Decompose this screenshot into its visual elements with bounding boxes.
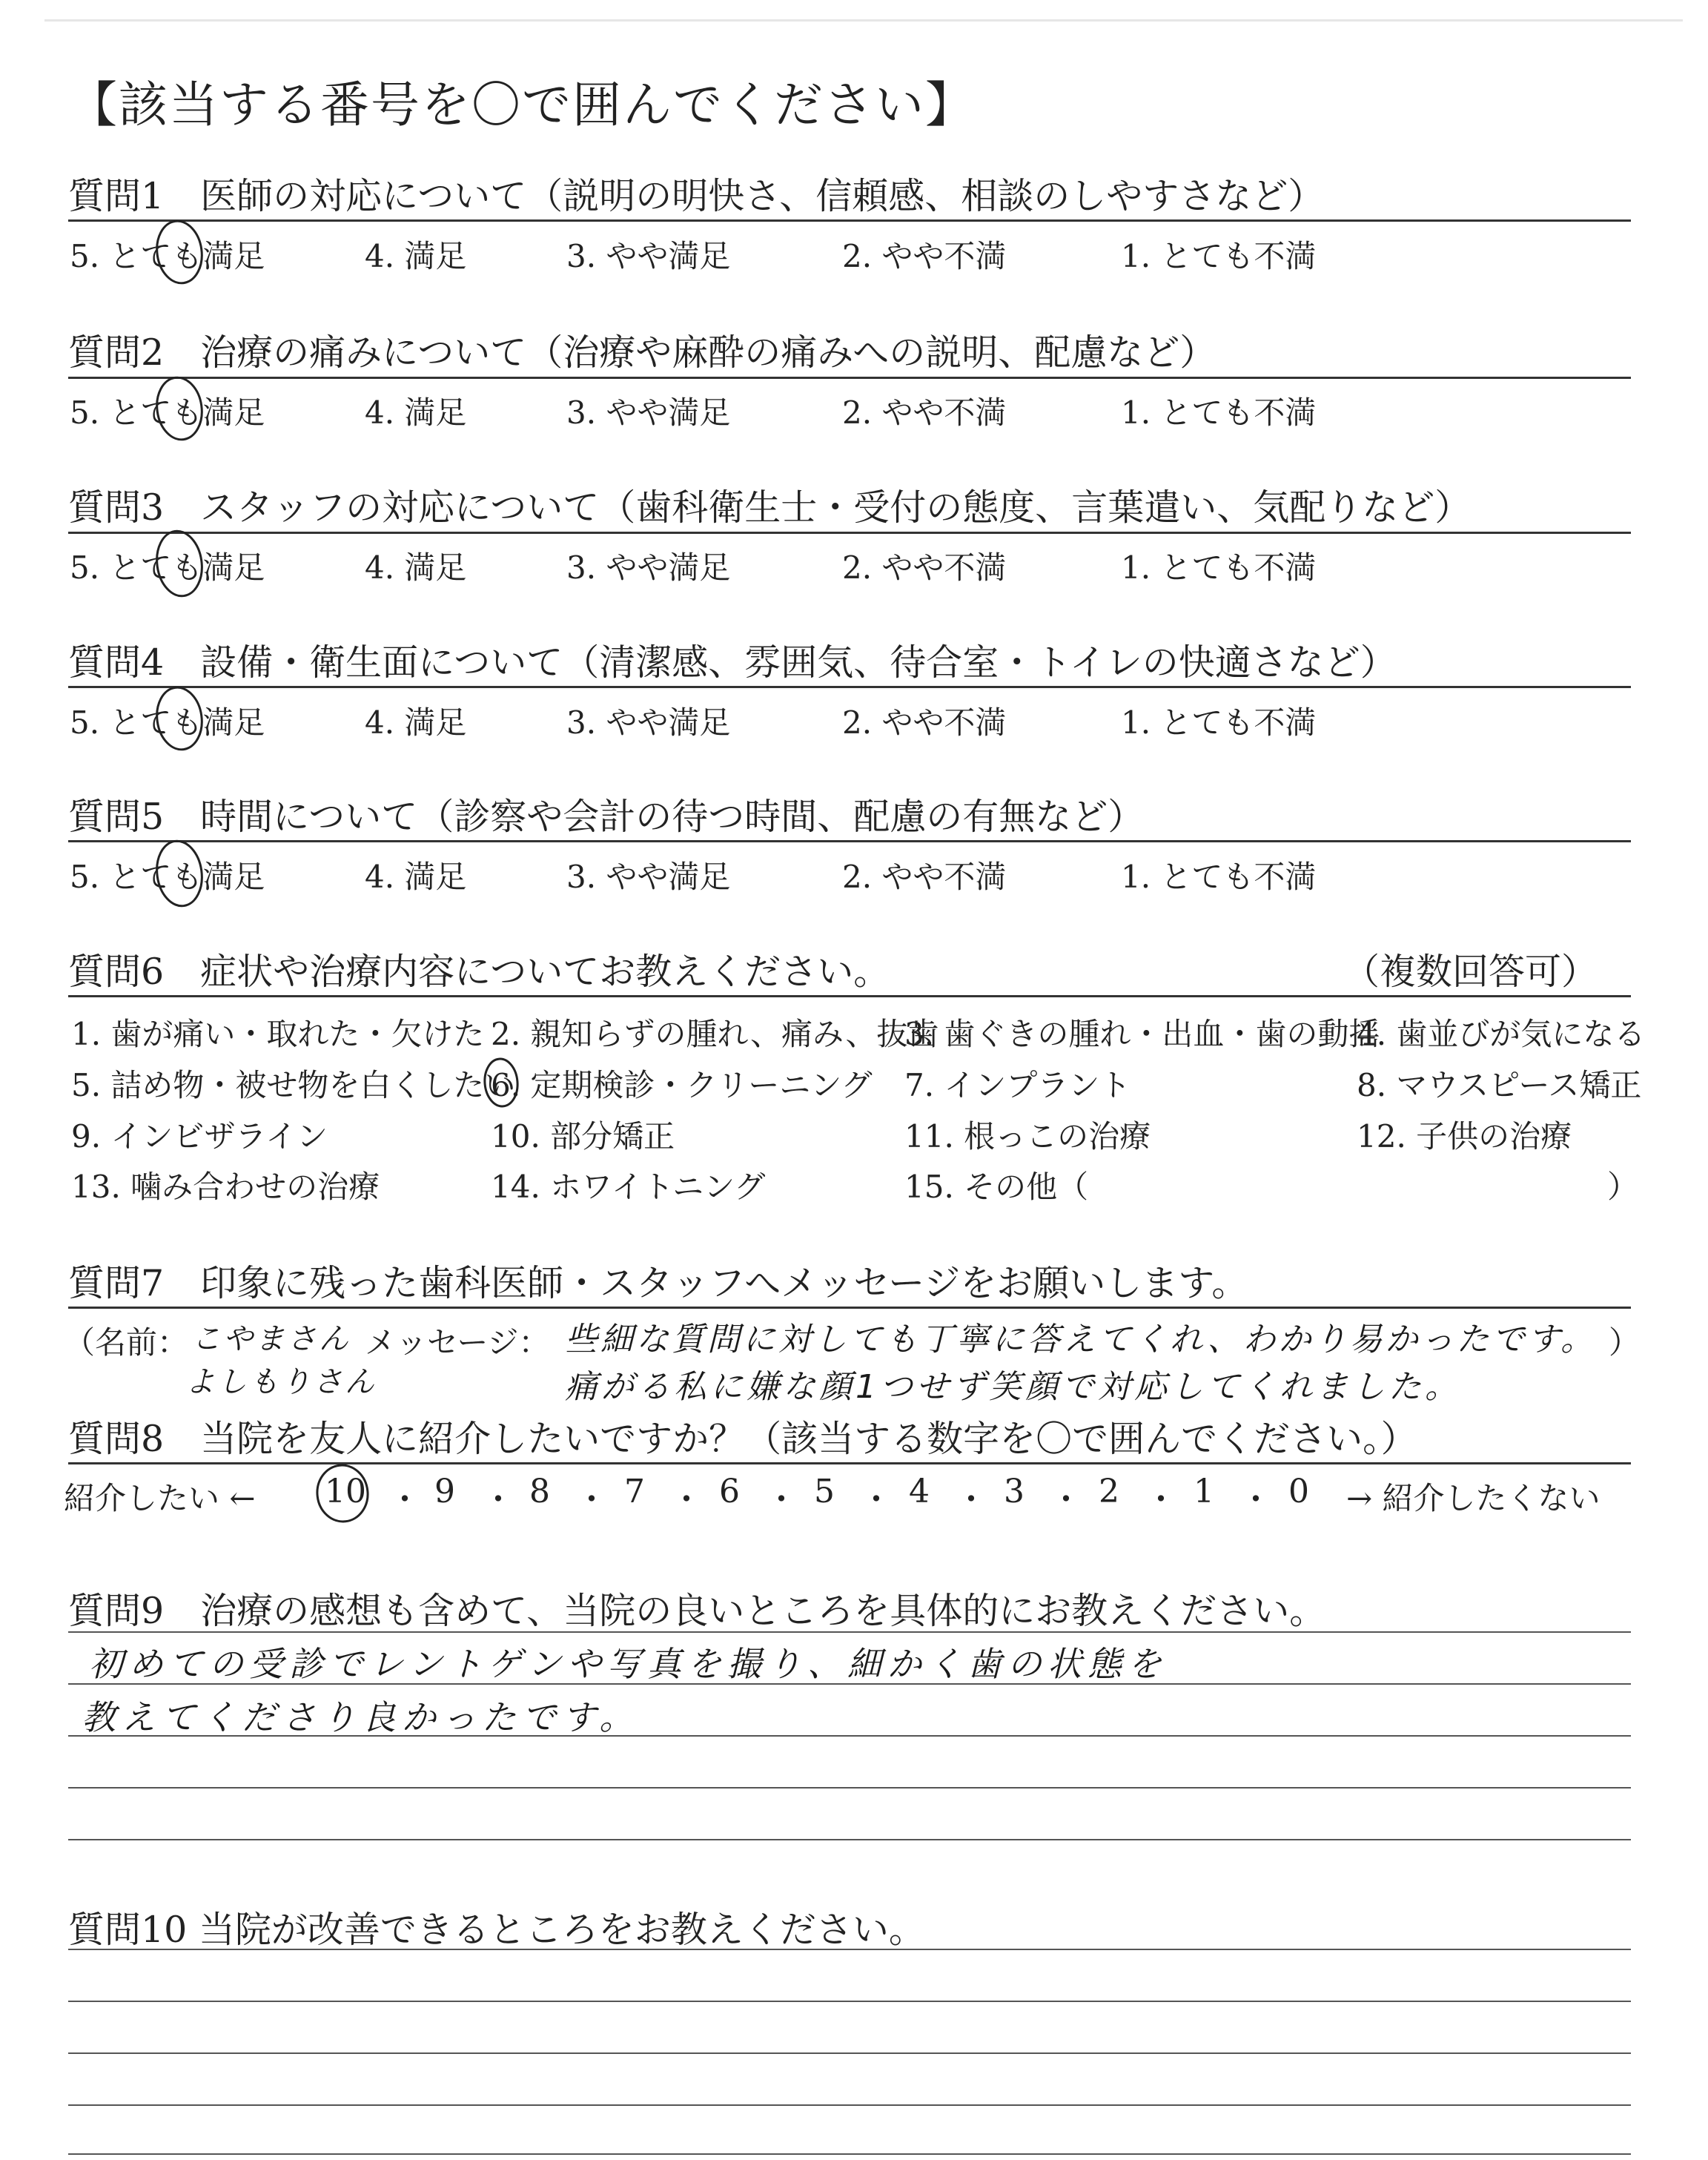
q8-right-label: → 紹介したくない: [1346, 1480, 1601, 1516]
q6-option-7[interactable]: 7. インプラント: [904, 1067, 1131, 1103]
q5-selected-circle: [153, 838, 206, 908]
q8-score-2[interactable]: 2: [1099, 1473, 1119, 1510]
q5-option-2[interactable]: 2. やや不満: [842, 859, 1007, 895]
q8-score-9[interactable]: 9: [434, 1473, 455, 1510]
q8-separator: ・: [1145, 1481, 1177, 1519]
q6-option-14[interactable]: 14. ホワイトニング: [491, 1169, 766, 1205]
q3-option-1[interactable]: 1. とても不満: [1121, 549, 1317, 586]
question-6-title: 質問6 症状や治療内容についてお教えください。: [68, 951, 890, 993]
q6-other-close-paren: ）: [1607, 1169, 1639, 1205]
q8-separator: ・: [765, 1481, 798, 1519]
question-8-title: 質問8 当院を友人に紹介したいですか？（該当する数字を〇で囲んでください。）: [68, 1418, 1417, 1460]
q8-score-3[interactable]: 3: [1004, 1473, 1025, 1510]
q1-option-5[interactable]: 5. とても満足: [70, 238, 265, 274]
q4-option-4[interactable]: 4. 満足: [365, 704, 467, 741]
q4-option-3[interactable]: 3. やや満足: [566, 704, 731, 741]
q8-separator: ・: [955, 1481, 987, 1519]
q4-selected-circle: [153, 684, 205, 753]
q5-option-5[interactable]: 5. とても満足: [70, 859, 265, 895]
q6-option-12[interactable]: 12. 子供の治療: [1357, 1118, 1572, 1155]
q8-separator: ・: [482, 1481, 514, 1519]
q7-message-handwritten-2: 痛がる私に嫌な顔1つせず笑顔で対応してくれました。: [565, 1368, 1461, 1406]
q6-option-11[interactable]: 11. 根っこの治療: [904, 1118, 1151, 1155]
q8-score-6[interactable]: 6: [719, 1473, 740, 1510]
q1-option-3[interactable]: 3. やや満足: [566, 238, 731, 274]
question-3-title: 質問3 スタッフの対応について（歯科衛生士・受付の態度、言葉遣い、気配りなど）: [68, 486, 1472, 529]
q5-option-4[interactable]: 4. 満足: [365, 859, 467, 895]
q2-option-4[interactable]: 4. 満足: [365, 394, 467, 431]
q1-option-4[interactable]: 4. 満足: [365, 238, 467, 274]
q6-option-9[interactable]: 9. インビザライン: [71, 1118, 328, 1155]
q8-score-0[interactable]: 0: [1288, 1473, 1309, 1510]
question-1-title: 質問1 医師の対応について（説明の明快さ、信頼感、相談のしやすさなど）: [68, 175, 1325, 217]
q8-separator: ・: [1239, 1481, 1272, 1519]
q6-option-13[interactable]: 13. 噛み合わせの治療: [71, 1169, 380, 1205]
question-7-title: 質問7 印象に残った歯科医師・スタッフへメッセージをお願いします。: [68, 1262, 1248, 1304]
q2-option-2[interactable]: 2. やや不満: [842, 394, 1007, 431]
q4-option-2[interactable]: 2. やや不満: [842, 704, 1007, 741]
q6-option-2[interactable]: 2. 親知らずの腫れ、痛み、抜歯: [491, 1016, 939, 1052]
q3-selected-circle: [153, 528, 206, 598]
q8-separator: ・: [1050, 1481, 1082, 1519]
q9-handwritten-line-2: 教えてくださり良かったです。: [82, 1697, 640, 1737]
q6-option-15[interactable]: 15. その他（: [904, 1169, 1089, 1205]
q8-separator: ・: [670, 1481, 703, 1519]
q6-option-10[interactable]: 10. 部分矯正: [491, 1118, 675, 1155]
q4-option-5[interactable]: 5. とても満足: [70, 704, 265, 741]
q6-option-5[interactable]: 5. 詰め物・被せ物を白くしたい: [71, 1067, 516, 1103]
q8-separator: ・: [388, 1481, 421, 1519]
q2-option-1[interactable]: 1. とても不満: [1121, 394, 1317, 431]
q6-option-6[interactable]: 6. 定期検診・クリーニング: [491, 1067, 873, 1103]
q1-selected-circle: [153, 218, 205, 286]
q8-score-1[interactable]: 1: [1194, 1473, 1214, 1510]
q1-option-1[interactable]: 1. とても不満: [1121, 238, 1317, 274]
q2-option-5[interactable]: 5. とても満足: [70, 394, 265, 431]
q2-option-3[interactable]: 3. やや満足: [566, 394, 731, 431]
q3-option-4[interactable]: 4. 満足: [365, 549, 467, 586]
q8-separator: ・: [860, 1481, 893, 1519]
q8-left-label: 紹介したい ←: [64, 1480, 256, 1516]
q3-option-3[interactable]: 3. やや満足: [566, 549, 731, 586]
q6-selected-circle: [483, 1057, 519, 1108]
q3-option-5[interactable]: 5. とても満足: [70, 549, 265, 586]
form-instruction-header: 【該当する番号を〇で囲んでください】: [68, 76, 976, 133]
question-2-title: 質問2 治療の痛みについて（治療や麻酔の痛みへの説明、配慮など）: [68, 331, 1217, 374]
q2-selected-circle: [153, 374, 205, 443]
q7-close-paren: ）: [1609, 1324, 1641, 1361]
q9-handwritten-line-1: 初めての受診でレントゲンや写真を撮り、細かく歯の状態を: [89, 1644, 1168, 1684]
question-4-title: 質問4 設備・衛生面について（清潔感、雰囲気、待合室・トイレの快適さなど）: [68, 641, 1397, 684]
question-6-multiple-note: （複数回答可）: [1343, 951, 1598, 993]
question-9-title: 質問9 治療の感想も含めて、当院の良いところを具体的にお教えください。: [68, 1590, 1326, 1632]
question-10-title: 質問10 当院が改善できるところをお教えください。: [68, 1909, 925, 1951]
q8-score-8[interactable]: 8: [529, 1473, 550, 1510]
q6-option-4[interactable]: 4. 歯並びが気になる: [1357, 1016, 1646, 1052]
q5-option-1[interactable]: 1. とても不満: [1121, 859, 1317, 895]
q6-option-3[interactable]: 3. 歯ぐきの腫れ・出血・歯の動揺: [904, 1016, 1380, 1052]
q3-option-2[interactable]: 2. やや不満: [842, 549, 1007, 586]
q1-option-2[interactable]: 2. やや不満: [842, 238, 1007, 274]
q7-name-handwritten-2: よしもりさん: [185, 1365, 377, 1399]
q6-option-8[interactable]: 8. マウスピース矯正: [1357, 1067, 1642, 1103]
q8-selected-circle: [314, 1463, 371, 1525]
q7-message-handwritten-1: 些細な質問に対しても丁寧に答えてくれ、わかり易かったです。: [565, 1321, 1597, 1358]
q7-name-label: （名前：: [64, 1324, 189, 1361]
q8-separator: ・: [575, 1481, 608, 1519]
q7-name-handwritten-1: こやまさん: [191, 1322, 351, 1356]
q7-message-label: メッセージ：: [365, 1324, 550, 1361]
q8-score-5[interactable]: 5: [814, 1473, 835, 1510]
q8-score-7[interactable]: 7: [624, 1473, 645, 1510]
q6-option-1[interactable]: 1. 歯が痛い・取れた・欠けた: [71, 1016, 485, 1052]
q8-score-10[interactable]: 10: [325, 1473, 366, 1510]
question-5-title: 質問5 時間について（診察や会計の待つ時間、配慮の有無など）: [68, 796, 1145, 838]
q5-option-3[interactable]: 3. やや満足: [566, 859, 731, 895]
q4-option-1[interactable]: 1. とても不満: [1121, 704, 1317, 741]
q8-score-4[interactable]: 4: [909, 1473, 930, 1510]
